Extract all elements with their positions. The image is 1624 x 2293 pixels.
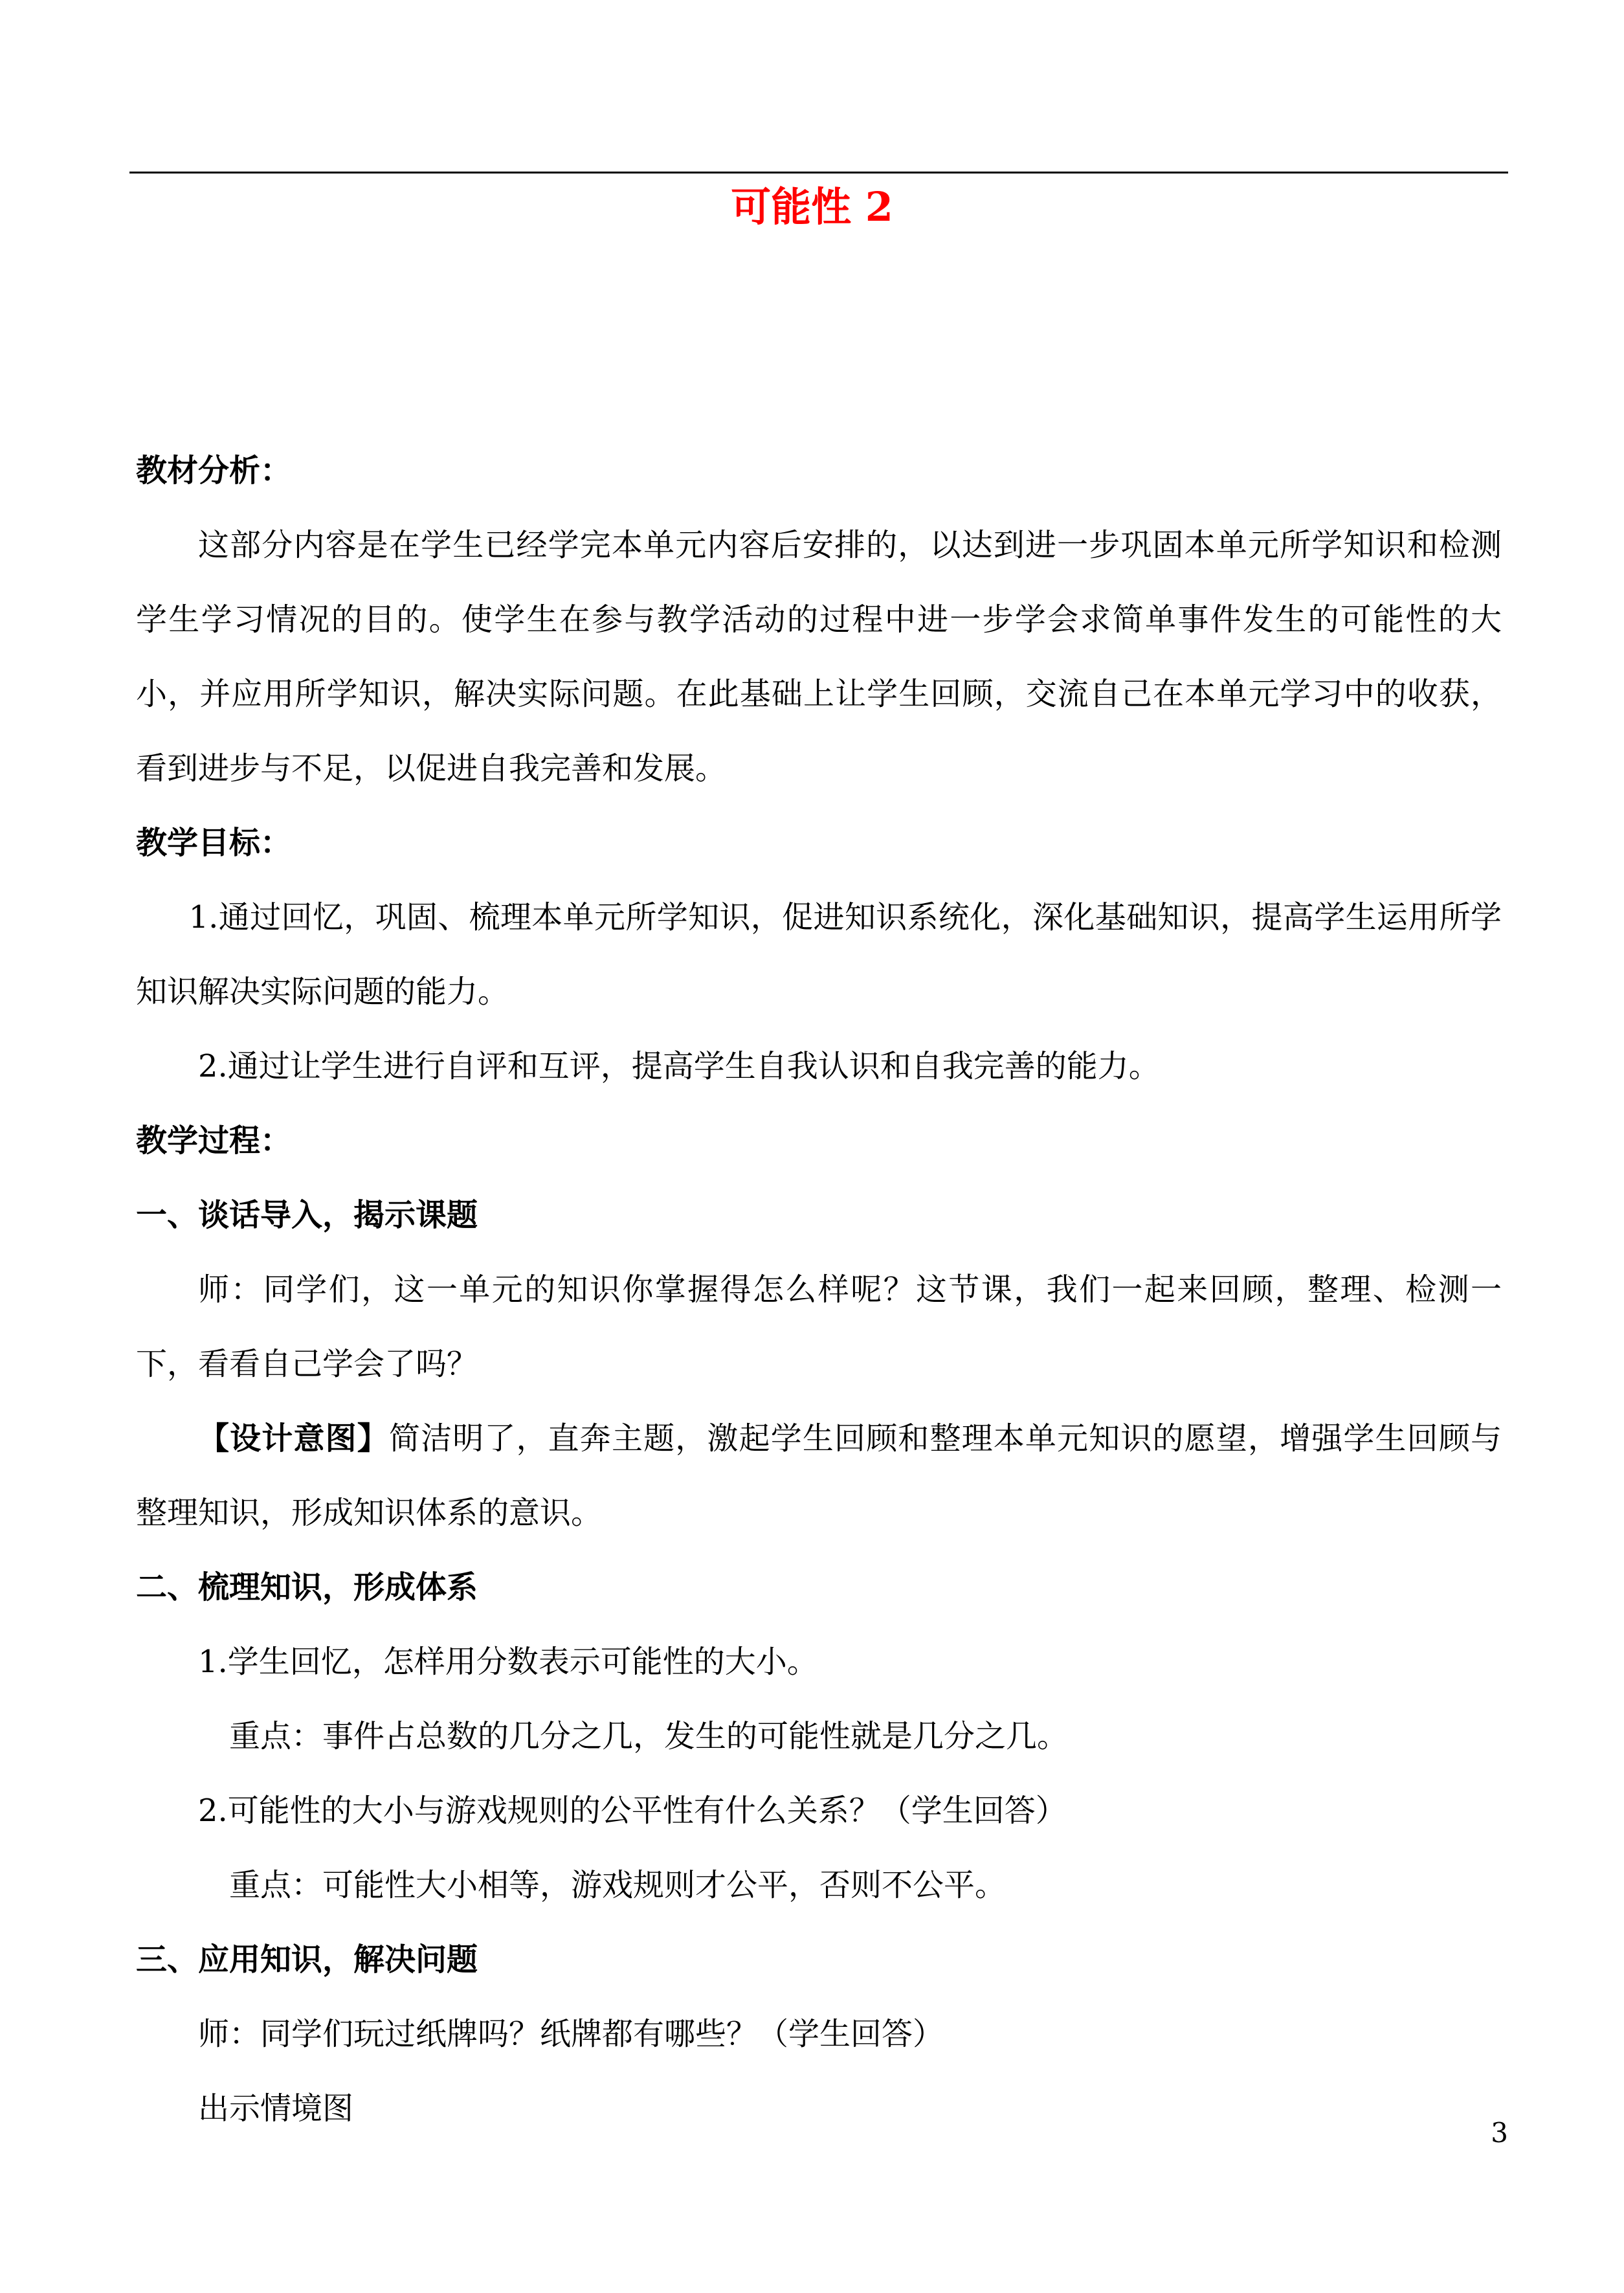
- teaching-goal-2: 2.通过让学生进行自评和互评，提高学生自我认识和自我完善的能力。: [198, 1048, 1160, 1084]
- part2-item-2: 2.可能性的大小与游戏规则的公平性有什么关系？（学生回答）: [198, 1793, 1067, 1829]
- material-analysis-paragraph: 这部分内容是在学生已经学完本单元内容后安排的，以达到进一步巩固本单元所学知识和检测学生学习情况的目的。使学生在参与教学活动的过程中进一步学会求简单事件发生的可能性的大小，并应用所学知识，解决实际问题。在此基础上让学生回顾，交流自己在本单元学习中的收获，看到进步与不足，以促进自我完善和发展。: [136, 527, 1502, 787]
- page-title: 可能性 2: [731, 183, 893, 230]
- part3-show-scene: 出示情境图: [198, 2090, 354, 2127]
- design-intent-text: 简洁明了，直奔主题，激起学生回顾和整理本单元知识的愿望，增强学生回顾与整理知识，形成知识体系的意识。: [136, 1420, 1502, 1531]
- design-intent-label: 【设计意图】: [198, 1420, 389, 1457]
- teaching-process-heading: 教学过程：: [136, 1123, 292, 1159]
- part1-design-intent: [136, 1402, 1502, 1550]
- part2-key-point-1: 重点：事件占总数的几分之几，发生的可能性就是几分之几。: [229, 1718, 1069, 1754]
- teaching-goal-1: 1.通过回忆，巩固、梳理本单元所学知识，促进知识系统化，深化基础知识，提高学生运用所学知识解决实际问题的能力。: [136, 899, 1502, 1010]
- header-rule: [129, 172, 1508, 173]
- part2-key-point-2: 重点：可能性大小相等，游戏规则才公平，否则不公平。: [229, 1867, 1007, 1903]
- part1-heading: 一、谈话导入，揭示课题: [136, 1197, 478, 1233]
- part3-teacher-text: 师：同学们玩过纸牌吗？纸牌都有哪些？（学生回答）: [198, 2016, 944, 2052]
- page-number: 3: [1491, 2117, 1508, 2149]
- part1-teacher-text: 师：同学们，这一单元的知识你掌握得怎么样呢？这节课，我们一起来回顾，整理、检测一下，看看自己学会了吗？: [136, 1271, 1502, 1382]
- material-analysis-heading: 教材分析：: [136, 453, 292, 489]
- part2-item-1: 1.学生回忆，怎样用分数表示可能性的大小。: [198, 1644, 818, 1680]
- part3-heading: 三、应用知识，解决问题: [136, 1941, 478, 1978]
- teaching-goals-heading: 教学目标：: [136, 825, 292, 861]
- document-body: [136, 434, 1502, 2146]
- part2-heading: 二、梳理知识，形成体系: [136, 1569, 478, 1605]
